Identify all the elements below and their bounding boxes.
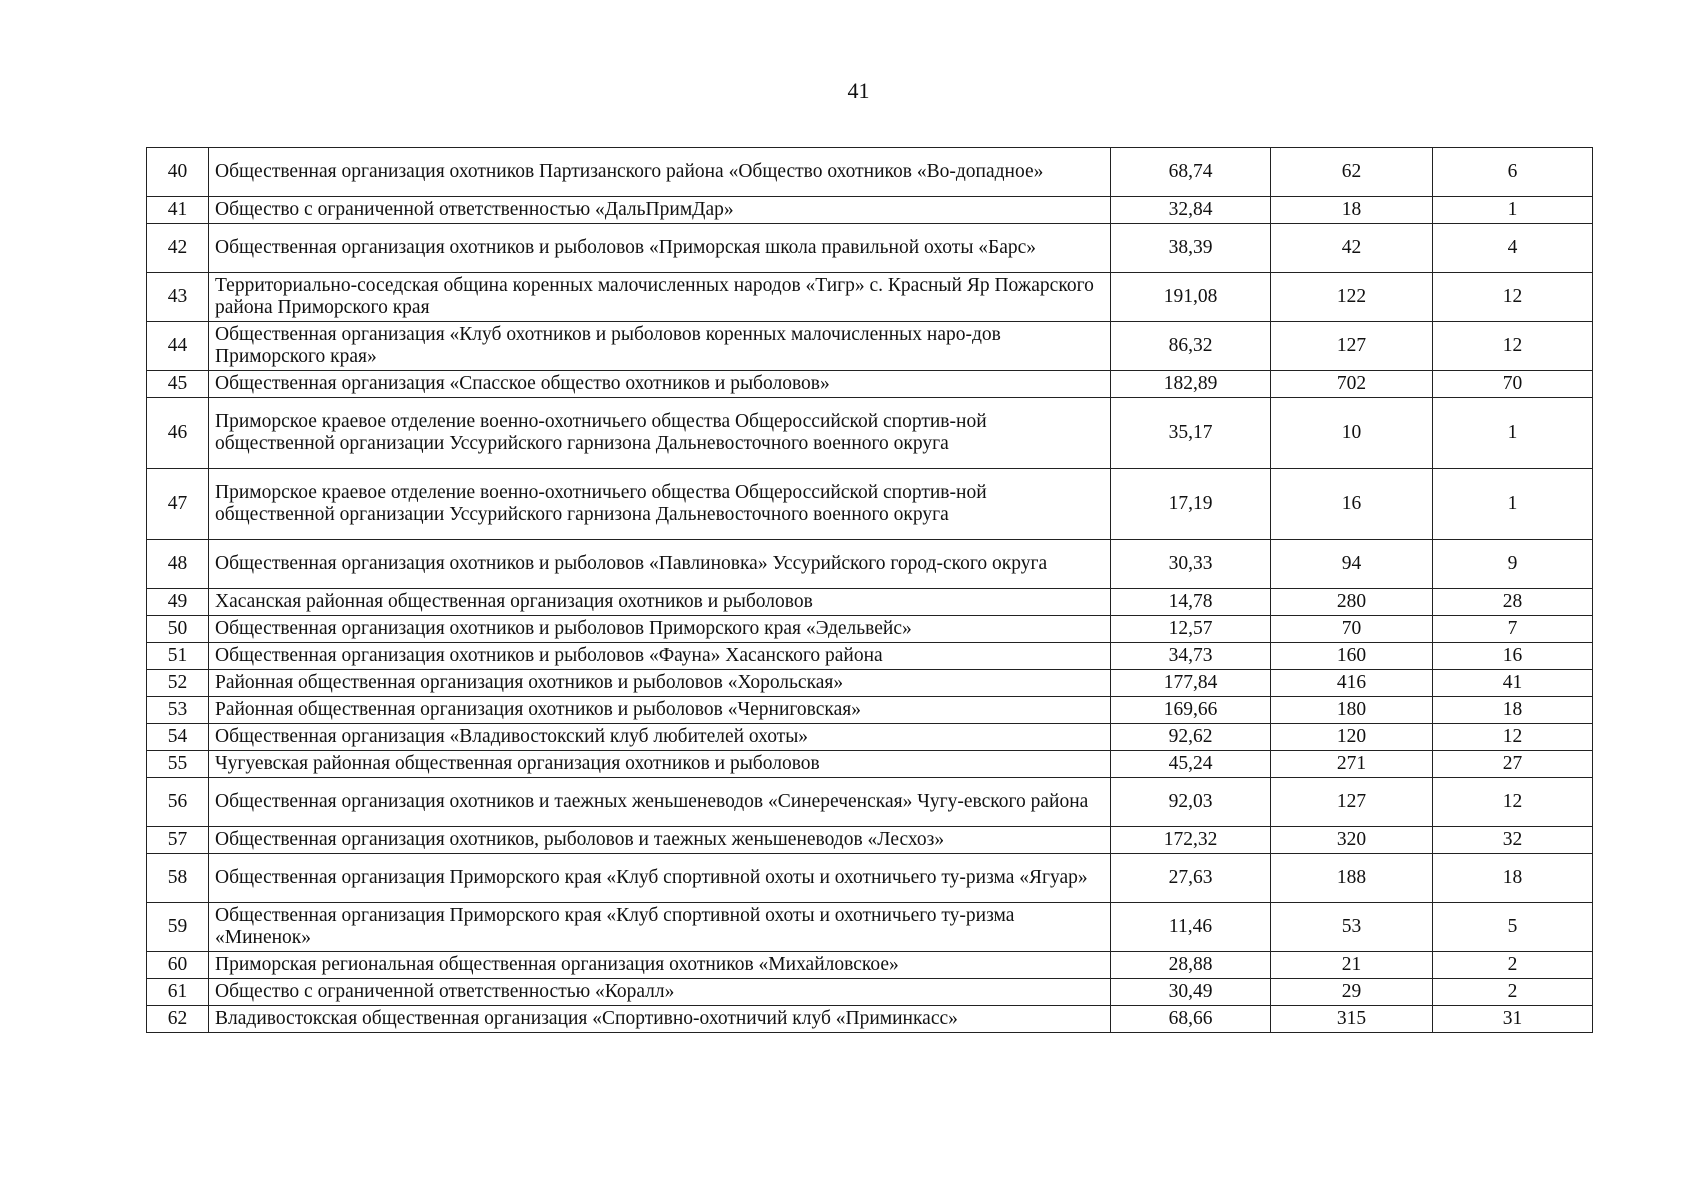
table-row [147, 1006, 1593, 1033]
value-area-cell: 172,32 [1111, 827, 1271, 854]
value-area-cell: 11,46 [1111, 903, 1271, 952]
value-quota-cell: 1 [1433, 469, 1593, 540]
row-number-cell: 60 [147, 952, 209, 979]
value-quota-cell: 18 [1433, 697, 1593, 724]
organization-name-cell: Общественная организация охотников Партизанского района «Общество охотников «Во-допадное» [209, 148, 1111, 197]
table-row [147, 398, 1593, 469]
value-quota-cell: 12 [1433, 724, 1593, 751]
value-quota-cell: 32 [1433, 827, 1593, 854]
value-quota-cell: 6 [1433, 148, 1593, 197]
table-row [147, 224, 1593, 273]
organization-name-cell: Общественная организация Приморского края «Клуб спортивной охоты и охотничьего ту-ризма «Миненок» [209, 903, 1111, 952]
value-area-cell: 92,62 [1111, 724, 1271, 751]
organization-name-cell: Чугуевская районная общественная организация охотников и рыболовов [209, 751, 1111, 778]
value-quota-cell: 1 [1433, 398, 1593, 469]
table-row [147, 903, 1593, 952]
organization-name-cell: Общество с ограниченной ответственностью «ДальПримДар» [209, 197, 1111, 224]
row-number-cell: 42 [147, 224, 209, 273]
row-number-cell: 48 [147, 540, 209, 589]
organization-name-cell: Общественная организация «Клуб охотников и рыболовов коренных малочисленных наро-дов Приморского края» [209, 322, 1111, 371]
value-count-cell: 42 [1271, 224, 1433, 273]
organization-name-cell: Приморское краевое отделение военно-охотничьего общества Общероссийской спортив-ной общественной организации Уссурийского гарнизона Дальневосточного военного округа [209, 469, 1111, 540]
value-count-cell: 320 [1271, 827, 1433, 854]
row-number-cell: 56 [147, 778, 209, 827]
table-row [147, 697, 1593, 724]
value-area-cell: 30,49 [1111, 979, 1271, 1006]
table-row [147, 469, 1593, 540]
row-number-cell: 47 [147, 469, 209, 540]
value-count-cell: 160 [1271, 643, 1433, 670]
organization-name-cell: Общественная организация охотников, рыболовов и таежных женьшеневодов «Лесхоз» [209, 827, 1111, 854]
row-number-cell: 61 [147, 979, 209, 1006]
organization-name-cell: Общественная организация «Владивостокский клуб любителей охоты» [209, 724, 1111, 751]
organizations-table [146, 147, 1593, 1033]
organization-name-cell: Территориально-соседская община коренных малочисленных народов «Тигр» с. Красный Яр Пожарского района Приморского края [209, 273, 1111, 322]
value-quota-cell: 18 [1433, 854, 1593, 903]
value-area-cell: 12,57 [1111, 616, 1271, 643]
value-count-cell: 21 [1271, 952, 1433, 979]
value-count-cell: 70 [1271, 616, 1433, 643]
table-row [147, 616, 1593, 643]
table-row [147, 854, 1593, 903]
row-number-cell: 45 [147, 371, 209, 398]
value-quota-cell: 28 [1433, 589, 1593, 616]
page-number: 41 [847, 78, 870, 103]
table-row [147, 952, 1593, 979]
value-count-cell: 180 [1271, 697, 1433, 724]
value-count-cell: 16 [1271, 469, 1433, 540]
organization-name-cell: Общественная организация охотников и рыболовов «Фауна» Хасанского района [209, 643, 1111, 670]
row-number-cell: 44 [147, 322, 209, 371]
row-number-cell: 57 [147, 827, 209, 854]
organization-name-cell: Общественная организация охотников и рыболовов «Павлиновка» Уссурийского город-ского округа [209, 540, 1111, 589]
organization-name-cell: Общество с ограниченной ответственностью «Коралл» [209, 979, 1111, 1006]
value-area-cell: 38,39 [1111, 224, 1271, 273]
value-area-cell: 191,08 [1111, 273, 1271, 322]
value-count-cell: 10 [1271, 398, 1433, 469]
table-row [147, 827, 1593, 854]
value-count-cell: 315 [1271, 1006, 1433, 1033]
value-area-cell: 68,74 [1111, 148, 1271, 197]
value-quota-cell: 12 [1433, 273, 1593, 322]
value-quota-cell: 9 [1433, 540, 1593, 589]
row-number-cell: 43 [147, 273, 209, 322]
row-number-cell: 51 [147, 643, 209, 670]
value-area-cell: 35,17 [1111, 398, 1271, 469]
row-number-cell: 40 [147, 148, 209, 197]
value-quota-cell: 7 [1433, 616, 1593, 643]
value-count-cell: 122 [1271, 273, 1433, 322]
organization-name-cell: Общественная организация «Спасское общество охотников и рыболовов» [209, 371, 1111, 398]
table-row [147, 540, 1593, 589]
value-count-cell: 94 [1271, 540, 1433, 589]
value-count-cell: 280 [1271, 589, 1433, 616]
row-number-cell: 62 [147, 1006, 209, 1033]
value-count-cell: 120 [1271, 724, 1433, 751]
table-row [147, 979, 1593, 1006]
table-row [147, 724, 1593, 751]
value-count-cell: 29 [1271, 979, 1433, 1006]
row-number-cell: 54 [147, 724, 209, 751]
table-row [147, 371, 1593, 398]
row-number-cell: 41 [147, 197, 209, 224]
value-quota-cell: 4 [1433, 224, 1593, 273]
table-row [147, 778, 1593, 827]
value-area-cell: 68,66 [1111, 1006, 1271, 1033]
value-quota-cell: 16 [1433, 643, 1593, 670]
table-row [147, 670, 1593, 697]
organization-name-cell: Приморская региональная общественная организация охотников «Михайловское» [209, 952, 1111, 979]
value-area-cell: 177,84 [1111, 670, 1271, 697]
row-number-cell: 49 [147, 589, 209, 616]
organization-name-cell: Владивостокская общественная организация «Спортивно-охотничий клуб «Приминкасс» [209, 1006, 1111, 1033]
value-quota-cell: 2 [1433, 952, 1593, 979]
value-area-cell: 17,19 [1111, 469, 1271, 540]
organization-name-cell: Общественная организация охотников и рыболовов Приморского края «Эдельвейс» [209, 616, 1111, 643]
value-area-cell: 169,66 [1111, 697, 1271, 724]
row-number-cell: 53 [147, 697, 209, 724]
row-number-cell: 52 [147, 670, 209, 697]
value-count-cell: 416 [1271, 670, 1433, 697]
row-number-cell: 55 [147, 751, 209, 778]
value-count-cell: 53 [1271, 903, 1433, 952]
row-number-cell: 59 [147, 903, 209, 952]
value-area-cell: 86,32 [1111, 322, 1271, 371]
value-quota-cell: 27 [1433, 751, 1593, 778]
table-row [147, 197, 1593, 224]
table-row [147, 273, 1593, 322]
table-row [147, 643, 1593, 670]
table-body [147, 148, 1593, 1033]
table-row [147, 751, 1593, 778]
organization-name-cell: Общественная организация Приморского края «Клуб спортивной охоты и охотничьего ту-ризма «Ягуар» [209, 854, 1111, 903]
value-quota-cell: 5 [1433, 903, 1593, 952]
value-area-cell: 27,63 [1111, 854, 1271, 903]
value-quota-cell: 2 [1433, 979, 1593, 1006]
value-count-cell: 62 [1271, 148, 1433, 197]
value-count-cell: 188 [1271, 854, 1433, 903]
organization-name-cell: Районная общественная организация охотников и рыболовов «Хорольская» [209, 670, 1111, 697]
value-count-cell: 18 [1271, 197, 1433, 224]
value-area-cell: 32,84 [1111, 197, 1271, 224]
value-quota-cell: 31 [1433, 1006, 1593, 1033]
value-area-cell: 45,24 [1111, 751, 1271, 778]
organization-name-cell: Общественная организация охотников и рыболовов «Приморская школа правильной охоты «Барс» [209, 224, 1111, 273]
value-area-cell: 28,88 [1111, 952, 1271, 979]
organization-name-cell: Общественная организация охотников и таежных женьшеневодов «Синереченская» Чугу-евского района [209, 778, 1111, 827]
table-row [147, 589, 1593, 616]
table-row [147, 148, 1593, 197]
value-quota-cell: 1 [1433, 197, 1593, 224]
value-area-cell: 34,73 [1111, 643, 1271, 670]
value-area-cell: 14,78 [1111, 589, 1271, 616]
value-area-cell: 30,33 [1111, 540, 1271, 589]
row-number-cell: 50 [147, 616, 209, 643]
value-quota-cell: 12 [1433, 322, 1593, 371]
value-area-cell: 92,03 [1111, 778, 1271, 827]
value-area-cell: 182,89 [1111, 371, 1271, 398]
value-quota-cell: 41 [1433, 670, 1593, 697]
organization-name-cell: Приморское краевое отделение военно-охотничьего общества Общероссийской спортив-ной общественной организации Уссурийского гарнизона Дальневосточного военного округа [209, 398, 1111, 469]
value-count-cell: 127 [1271, 322, 1433, 371]
value-count-cell: 271 [1271, 751, 1433, 778]
value-quota-cell: 70 [1433, 371, 1593, 398]
organization-name-cell: Хасанская районная общественная организация охотников и рыболовов [209, 589, 1111, 616]
value-quota-cell: 12 [1433, 778, 1593, 827]
organization-name-cell: Районная общественная организация охотников и рыболовов «Черниговская» [209, 697, 1111, 724]
value-count-cell: 702 [1271, 371, 1433, 398]
row-number-cell: 58 [147, 854, 209, 903]
row-number-cell: 46 [147, 398, 209, 469]
value-count-cell: 127 [1271, 778, 1433, 827]
table-row [147, 322, 1593, 371]
